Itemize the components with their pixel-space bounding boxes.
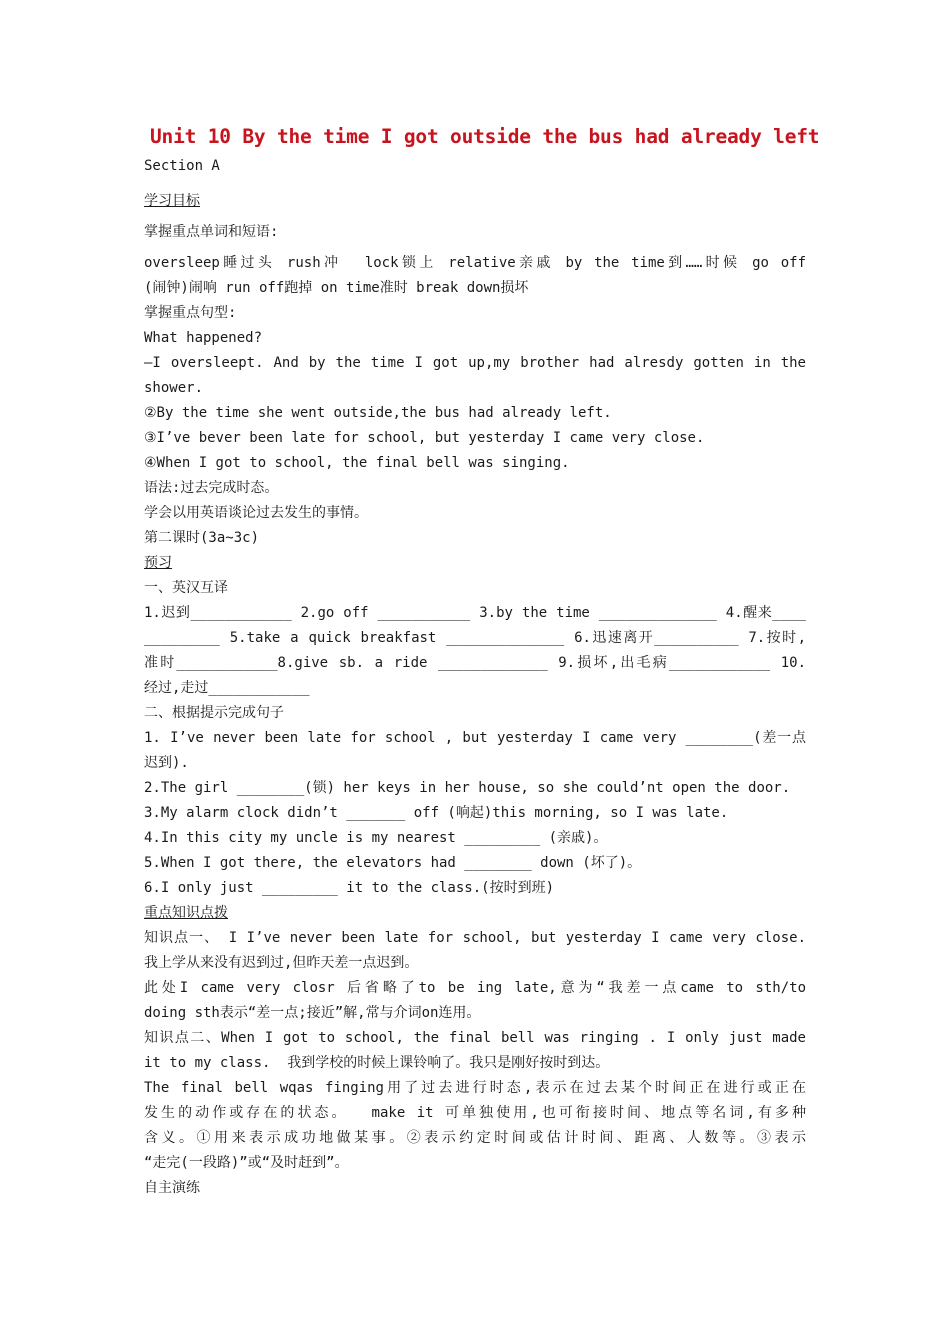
words-line-1: oversleep睡过头 rush冲 lock锁上 relative亲戚 by the time到……时候 go off [144,255,806,271]
document-page [144,120,820,1201]
sentence-0: What happened? [144,330,263,346]
translate-line-1: 1.迟到____________ 2.go off ___________ 3.by the time ______________ 4.醒来____ [144,605,806,621]
knowledge-1-line-3: 此处I came very closr 后省略了to be ing late,意为“我差一点came to sth/to [144,980,806,996]
knowledge-heading: 重点知识点拨 [144,905,228,921]
grammar-note: 语法:过去完成时态。 [144,480,279,496]
sentence-2: ②By the time she went outside,the bus had already left. [144,405,612,421]
knowledge-1-line-4: doing sth表示“差一点;接近”解,常与介词on连用。 [144,1005,481,1021]
sentence-4: ④When I got to school, the final bell was singing. [144,455,570,471]
question-6: 6.I only just _________ it to the class.(按时到班) [144,880,555,896]
preview-heading: 预习 [144,555,172,571]
sentence-3: ③I’ve bever been late for school, but yesterday I came very close. [144,430,705,446]
goals-heading: 学习目标 [144,193,200,209]
knowledge-1-line-1: 知识点一、 I I’ve never been late for school, but yesterday I came very close. [144,930,806,946]
part2-heading: 二、根据提示完成句子 [144,705,284,721]
lesson-label: 第二课时(3a~3c) [144,530,260,546]
question-1-line-2: 迟到). [144,755,189,771]
sentences-heading: 掌握重点句型: [144,305,237,321]
knowledge-2-line-4: 发生的动作或存在的状态。 make it 可单独使用,也可衔接时间、地点等名词,有多种 [144,1105,806,1121]
question-1-line-1: 1. I’ve never been late for school , but yesterday I came very ________(差一点 [144,730,806,746]
knowledge-2-line-1: 知识点二、When I got to school, the final bell was ringing . I only just made [144,1030,806,1046]
question-5: 5.When I got there, the elevators had ________ down (坏了)。 [144,855,642,871]
knowledge-2-line-3: The final bell wqas finging用了过去进行时态,表示在过去某个时间正在进行或正在 [144,1080,806,1096]
sentence-1-line-1: —I oversleept. And by the time I got up,my brother had alresdy gotten in the [144,355,806,371]
question-2: 2.The girl ________(锁) her keys in her house, so she could’nt open the door. [144,780,791,796]
sentence-1-line-2: shower. [144,380,204,396]
words-heading: 掌握重点单词和短语: [144,224,279,240]
words-line-2: (闹钟)闹响 run off跑掉 on time准时 break down损坏 [144,280,529,296]
question-3: 3.My alarm clock didn’t _______ off (响起)this morning, so I was late. [144,805,729,821]
translate-line-3: 准时____________8.give sb. a ride _____________ 9.损坏,出毛病____________ 10. [144,655,806,671]
knowledge-2-line-6: “走完(一段路)”或“及时赶到”。 [144,1155,349,1171]
section-label: Section A [144,158,220,174]
translate-line-4: 经过,走过____________ [144,680,310,696]
knowledge-2-line-2: it to my class. 我到学校的时候上课铃响了。我只是刚好按时到达。 [144,1055,610,1071]
practice-heading: 自主演练 [144,1180,200,1196]
translate-line-2: _________ 5.take a quick breakfast ______________ 6.迅速离开__________ 7.按时, [144,630,806,646]
knowledge-1-line-2: 我上学从来没有迟到过,但昨天差一点迟到。 [144,955,419,971]
knowledge-2-line-5: 含义。①用来表示成功地做某事。②表示约定时间或估计时间、距离、人数等。③表示 [144,1130,806,1146]
skill-note: 学会以用英语谈论过去发生的事情。 [144,505,368,521]
question-4: 4.In this city my uncle is my nearest _________ (亲戚)。 [144,830,608,846]
document-title: Unit 10 By the time I got outside the bus had already left [150,125,820,148]
part1-heading: 一、英汉互译 [144,580,228,596]
